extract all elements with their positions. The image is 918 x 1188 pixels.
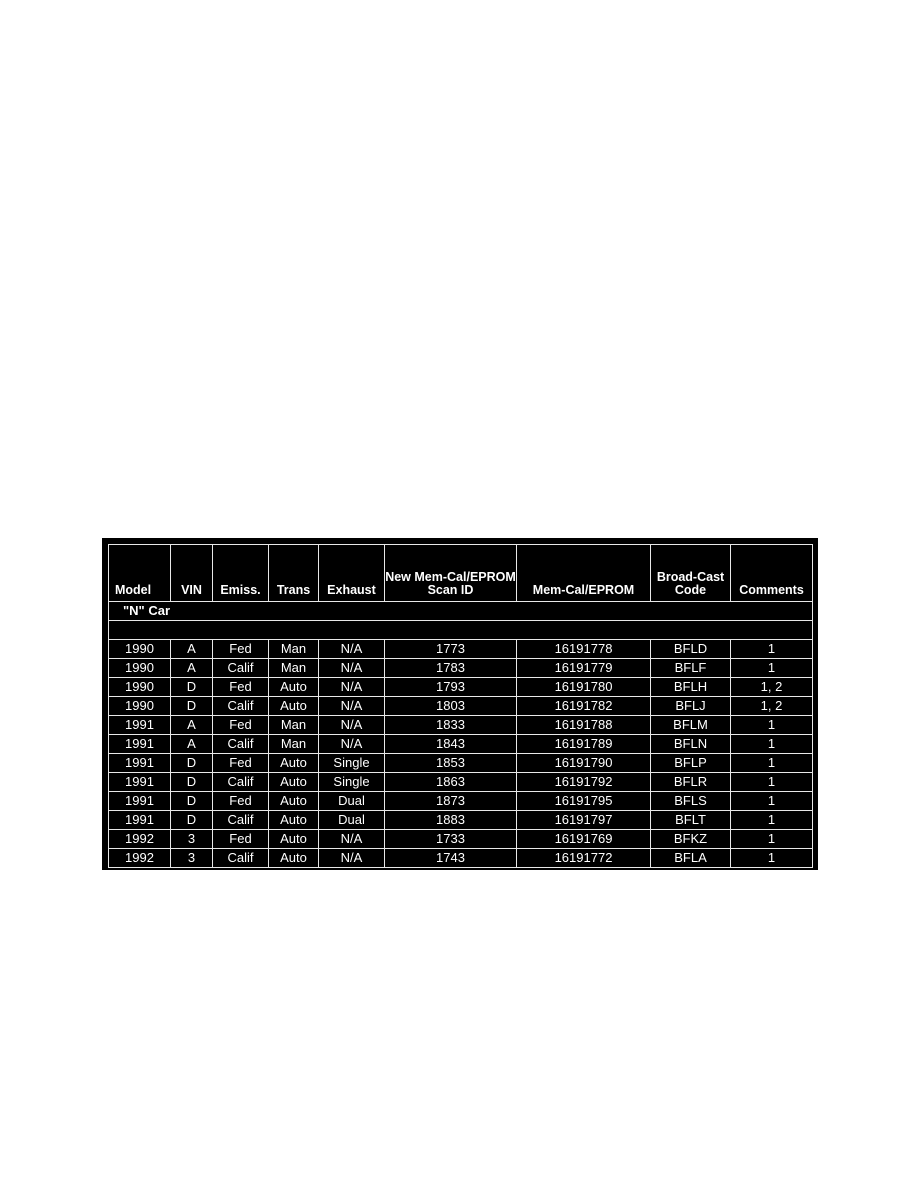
cell-trans: Auto (269, 792, 319, 811)
cell-model: 1992 (109, 830, 171, 849)
cell-emiss: Calif (213, 811, 269, 830)
cell-trans: Auto (269, 849, 319, 868)
table-row (109, 735, 813, 754)
table-row (109, 678, 813, 697)
cell-trans: Man (269, 716, 319, 735)
section-label: "N" Car (109, 602, 813, 621)
table-row (109, 716, 813, 735)
cell-emiss: Fed (213, 640, 269, 659)
header-model: Model (109, 545, 171, 602)
cell-mem-cal: 16191779 (517, 659, 651, 678)
cell-comments: 1, 2 (731, 697, 813, 716)
cell-exhaust: N/A (319, 830, 385, 849)
cell-exhaust: N/A (319, 640, 385, 659)
cell-scan-id: 1853 (385, 754, 517, 773)
cell-broadcast-code: BFLR (651, 773, 731, 792)
cell-model: 1990 (109, 659, 171, 678)
cell-exhaust: N/A (319, 659, 385, 678)
cell-comments: 1 (731, 830, 813, 849)
cell-vin: D (171, 792, 213, 811)
cell-trans: Auto (269, 811, 319, 830)
cell-comments: 1 (731, 773, 813, 792)
cell-comments: 1 (731, 640, 813, 659)
table-row (109, 773, 813, 792)
cell-broadcast-code: BFLJ (651, 697, 731, 716)
cell-mem-cal: 16191778 (517, 640, 651, 659)
cell-broadcast-code: BFLS (651, 792, 731, 811)
cell-comments: 1 (731, 735, 813, 754)
table-row (109, 811, 813, 830)
cell-emiss: Calif (213, 735, 269, 754)
cell-vin: D (171, 754, 213, 773)
spacer-row (109, 621, 813, 640)
header-mem-cal: Mem-Cal/EPROM (517, 545, 651, 602)
cell-emiss: Calif (213, 849, 269, 868)
cell-trans: Auto (269, 830, 319, 849)
cell-model: 1991 (109, 716, 171, 735)
cell-comments: 1 (731, 754, 813, 773)
cell-vin: A (171, 659, 213, 678)
cell-exhaust: N/A (319, 697, 385, 716)
table-row (109, 754, 813, 773)
cell-trans: Auto (269, 697, 319, 716)
cell-trans: Auto (269, 754, 319, 773)
cell-model: 1991 (109, 792, 171, 811)
cell-comments: 1 (731, 659, 813, 678)
header-broadcast-code: Broad-Cast Code (651, 545, 731, 602)
cell-model: 1992 (109, 849, 171, 868)
cell-exhaust: Dual (319, 811, 385, 830)
cell-model: 1990 (109, 678, 171, 697)
cell-vin: 3 (171, 830, 213, 849)
cell-scan-id: 1803 (385, 697, 517, 716)
cell-scan-id: 1773 (385, 640, 517, 659)
cell-exhaust: N/A (319, 716, 385, 735)
cell-vin: D (171, 811, 213, 830)
cell-broadcast-code: BFLP (651, 754, 731, 773)
cell-mem-cal: 16191797 (517, 811, 651, 830)
cell-comments: 1 (731, 811, 813, 830)
cell-emiss: Fed (213, 830, 269, 849)
header-comments: Comments (731, 545, 813, 602)
table-row (109, 697, 813, 716)
cell-emiss: Fed (213, 792, 269, 811)
section-row (109, 602, 813, 621)
header-exhaust: Exhaust (319, 545, 385, 602)
cell-trans: Man (269, 640, 319, 659)
cell-scan-id: 1843 (385, 735, 517, 754)
header-scan-id: New Mem-Cal/EPROM Scan ID (385, 545, 517, 602)
cell-vin: A (171, 716, 213, 735)
cell-vin: 3 (171, 849, 213, 868)
cell-vin: D (171, 678, 213, 697)
cell-vin: D (171, 773, 213, 792)
cell-exhaust: Single (319, 754, 385, 773)
cell-mem-cal: 16191789 (517, 735, 651, 754)
cell-emiss: Fed (213, 678, 269, 697)
cell-trans: Auto (269, 773, 319, 792)
cell-trans: Man (269, 659, 319, 678)
cell-scan-id: 1883 (385, 811, 517, 830)
cell-emiss: Calif (213, 773, 269, 792)
cell-mem-cal: 16191792 (517, 773, 651, 792)
cell-emiss: Fed (213, 754, 269, 773)
cell-broadcast-code: BFLH (651, 678, 731, 697)
table-row (109, 659, 813, 678)
cell-mem-cal: 16191772 (517, 849, 651, 868)
cell-mem-cal: 16191780 (517, 678, 651, 697)
cell-trans: Man (269, 735, 319, 754)
table-body (109, 602, 813, 868)
cell-trans: Auto (269, 678, 319, 697)
cell-model: 1991 (109, 811, 171, 830)
cell-vin: A (171, 735, 213, 754)
cell-comments: 1 (731, 792, 813, 811)
cell-emiss: Calif (213, 697, 269, 716)
cell-mem-cal: 16191769 (517, 830, 651, 849)
cell-mem-cal: 16191795 (517, 792, 651, 811)
cell-broadcast-code: BFLN (651, 735, 731, 754)
cell-emiss: Calif (213, 659, 269, 678)
calibration-table-panel (102, 538, 818, 870)
table-row (109, 640, 813, 659)
cell-model: 1991 (109, 754, 171, 773)
table-row (109, 849, 813, 868)
cell-broadcast-code: BFLM (651, 716, 731, 735)
cell-scan-id: 1793 (385, 678, 517, 697)
cell-vin: A (171, 640, 213, 659)
cell-mem-cal: 16191788 (517, 716, 651, 735)
cell-mem-cal: 16191782 (517, 697, 651, 716)
cell-exhaust: N/A (319, 735, 385, 754)
cell-comments: 1 (731, 849, 813, 868)
cell-exhaust: N/A (319, 678, 385, 697)
header-vin: VIN (171, 545, 213, 602)
cell-mem-cal: 16191790 (517, 754, 651, 773)
header-row (109, 545, 813, 602)
cell-scan-id: 1743 (385, 849, 517, 868)
cell-comments: 1 (731, 716, 813, 735)
cell-scan-id: 1833 (385, 716, 517, 735)
header-trans: Trans (269, 545, 319, 602)
cell-broadcast-code: BFLT (651, 811, 731, 830)
cell-broadcast-code: BFLF (651, 659, 731, 678)
calibration-table (108, 544, 813, 868)
cell-broadcast-code: BFKZ (651, 830, 731, 849)
cell-scan-id: 1873 (385, 792, 517, 811)
cell-exhaust: Single (319, 773, 385, 792)
cell-broadcast-code: BFLA (651, 849, 731, 868)
cell-model: 1990 (109, 697, 171, 716)
cell-scan-id: 1733 (385, 830, 517, 849)
table-row (109, 830, 813, 849)
cell-vin: D (171, 697, 213, 716)
cell-scan-id: 1863 (385, 773, 517, 792)
cell-broadcast-code: BFLD (651, 640, 731, 659)
cell-exhaust: N/A (319, 849, 385, 868)
header-emiss: Emiss. (213, 545, 269, 602)
cell-model: 1991 (109, 773, 171, 792)
cell-exhaust: Dual (319, 792, 385, 811)
cell-model: 1991 (109, 735, 171, 754)
cell-scan-id: 1783 (385, 659, 517, 678)
cell-model: 1990 (109, 640, 171, 659)
cell-comments: 1, 2 (731, 678, 813, 697)
cell-emiss: Fed (213, 716, 269, 735)
table-row (109, 792, 813, 811)
